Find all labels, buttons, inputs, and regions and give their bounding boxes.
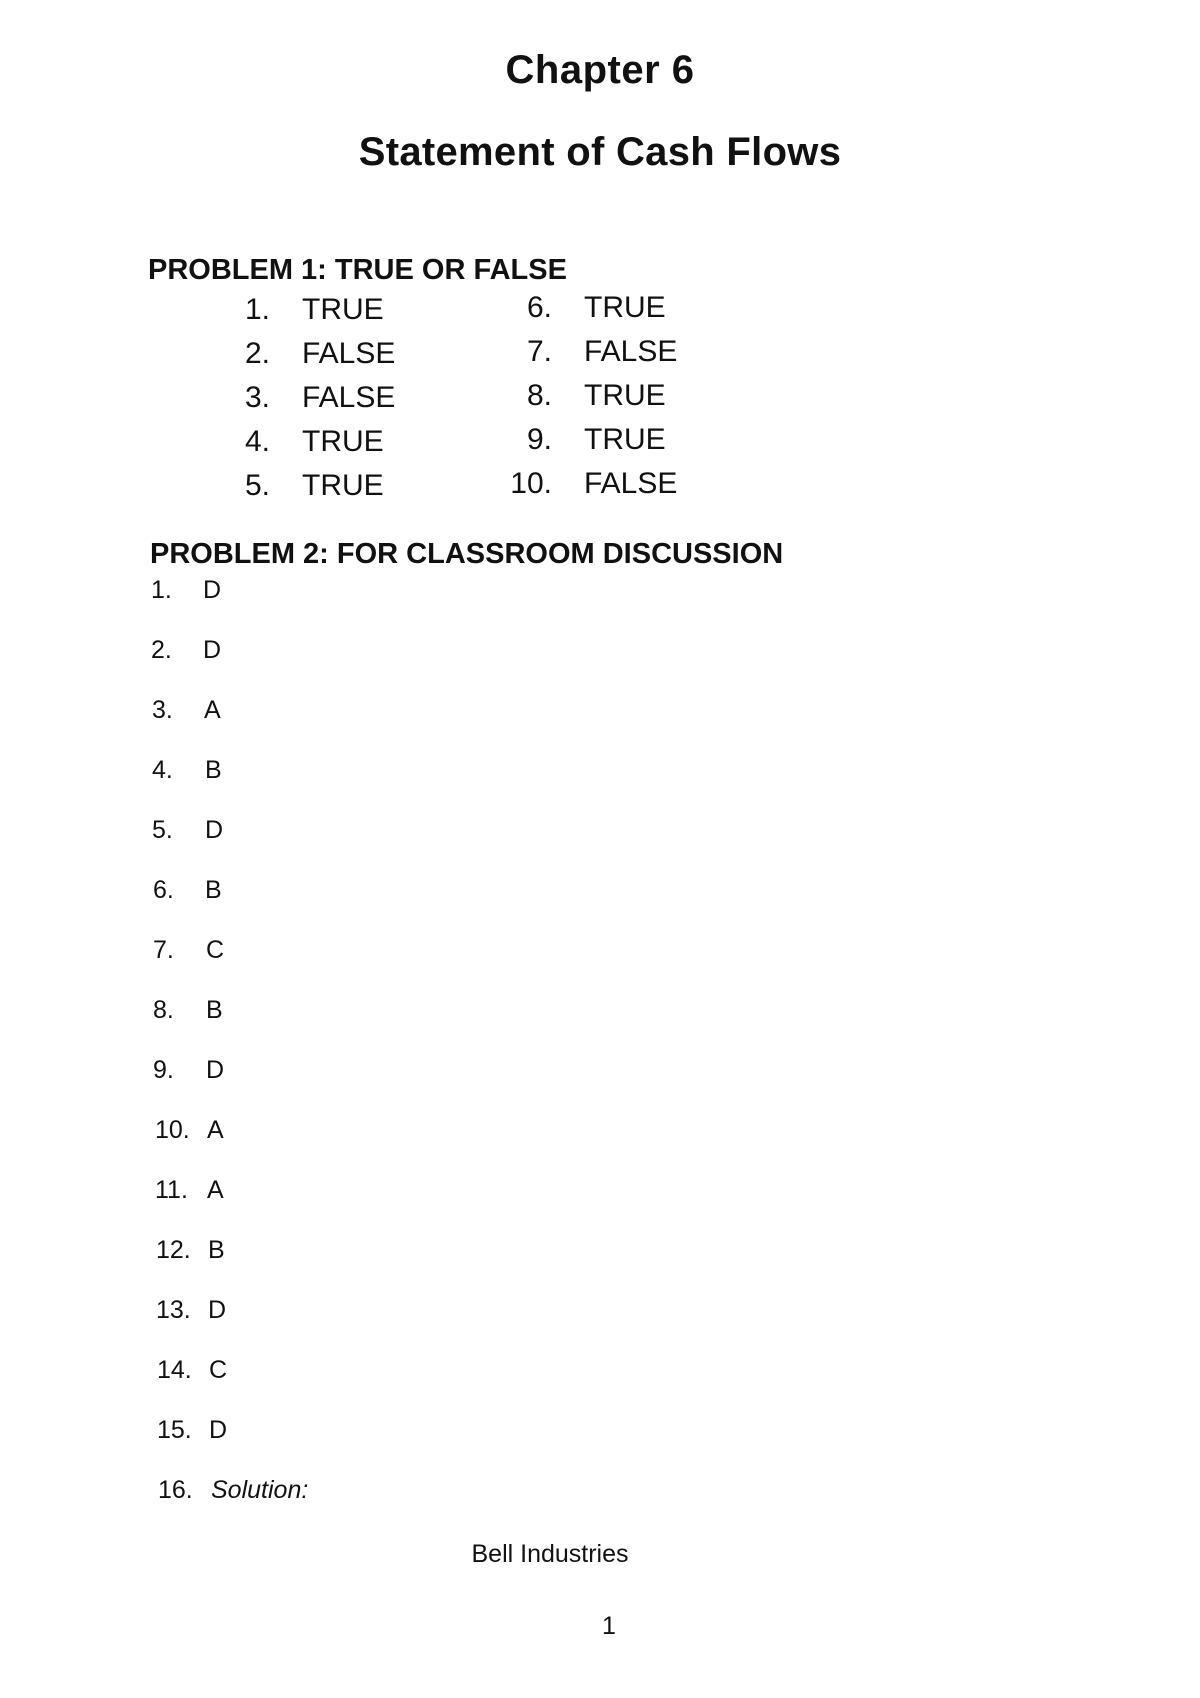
mc-item-answer: B <box>208 1236 225 1264</box>
mc-item-number: 3. <box>152 696 173 724</box>
chapter-title: Chapter 6 <box>505 48 695 92</box>
mc-item-answer: A <box>207 1176 224 1204</box>
mc-item-number: 9. <box>153 1056 174 1084</box>
tf-item-number: 2. <box>244 337 270 370</box>
mc-item-answer: C <box>206 936 225 964</box>
mc-item-number: 13. <box>156 1296 191 1324</box>
mc-item-answer: D <box>206 1056 225 1084</box>
tf-item-number: 6. <box>526 291 552 324</box>
tf-item-answer: FALSE <box>584 467 678 500</box>
mc-item-number: 12. <box>156 1236 191 1264</box>
mc-item-answer: B <box>206 996 223 1024</box>
tf-item-answer: TRUE <box>584 379 666 412</box>
mc-item-answer: B <box>205 756 222 784</box>
tf-item-number: 8. <box>526 379 552 412</box>
tf-item-answer: FALSE <box>302 337 396 370</box>
mc-item-answer: D <box>208 1296 227 1324</box>
company-name: Bell Industries <box>471 1540 629 1568</box>
mc-item-number: 6. <box>153 876 174 904</box>
tf-item-answer: TRUE <box>584 291 666 324</box>
mc-item-answer: D <box>209 1416 228 1444</box>
mc-item-number: 5. <box>152 816 173 844</box>
tf-item-number: 3. <box>244 381 270 414</box>
mc-item-number: 16. <box>158 1476 193 1504</box>
mc-item-number: 4. <box>152 756 173 784</box>
mc-item-answer: D <box>205 816 224 844</box>
mc-item-answer: A <box>207 1116 224 1144</box>
mc-item-number: 14. <box>157 1356 192 1384</box>
mc-item-answer: D <box>203 636 222 664</box>
tf-item-answer: TRUE <box>584 423 666 456</box>
mc-item-answer: C <box>209 1356 228 1384</box>
mc-item-answer: B <box>205 876 222 904</box>
tf-item-number: 5. <box>244 469 270 502</box>
tf-item-answer: FALSE <box>584 335 678 368</box>
mc-item-answer: A <box>204 696 221 724</box>
tf-item-answer: TRUE <box>302 293 384 326</box>
mc-item-number: 2. <box>151 636 172 664</box>
chapter-subtitle: Statement of Cash Flows <box>358 130 842 174</box>
mc-item-number: 7. <box>153 936 174 964</box>
mc-item-number: 1. <box>151 576 172 604</box>
mc-item-number: 10. <box>155 1116 190 1144</box>
mc-item-answer: Solution: <box>211 1476 309 1504</box>
mc-item-number: 8. <box>153 996 174 1024</box>
tf-item-number: 9. <box>526 423 552 456</box>
tf-item-answer: TRUE <box>302 469 384 502</box>
problem-1-heading: PROBLEM 1: TRUE OR FALSE <box>148 254 567 286</box>
mc-item-number: 11. <box>155 1176 188 1204</box>
tf-item-number: 10. <box>510 467 552 500</box>
tf-item-answer: TRUE <box>302 425 384 458</box>
tf-item-answer: FALSE <box>302 381 396 414</box>
tf-item-number: 4. <box>244 425 270 458</box>
mc-item-answer: D <box>203 576 222 604</box>
page-number: 1 <box>602 1612 616 1640</box>
problem-2-heading: PROBLEM 2: FOR CLASSROOM DISCUSSION <box>150 538 784 570</box>
mc-item-number: 15. <box>157 1416 192 1444</box>
tf-item-number: 7. <box>526 335 552 368</box>
tf-item-number: 1. <box>244 293 270 326</box>
